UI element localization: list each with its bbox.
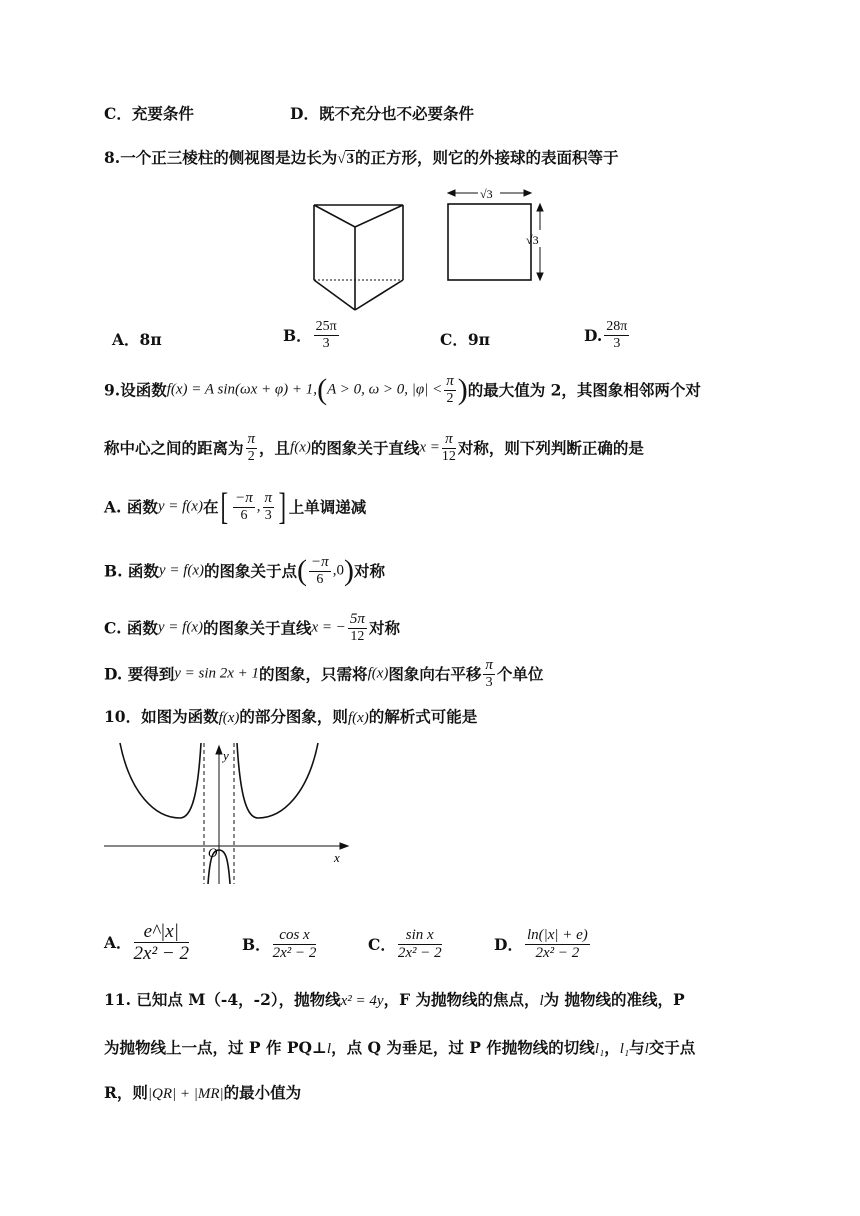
q11-line2 <box>104 1040 695 1057</box>
fraction <box>134 922 189 963</box>
numerator: 25π <box>315 319 337 334</box>
option-text: 的图象，只需将 <box>259 664 368 684</box>
option-label: B． <box>283 325 312 345</box>
question-number: 9. <box>104 380 121 400</box>
fraction <box>348 612 367 644</box>
denominator: 2 <box>247 449 255 464</box>
q9-option-c <box>104 612 400 644</box>
question-number: 8. <box>104 148 121 167</box>
q7-option-d <box>290 106 474 122</box>
q7-option-c <box>104 106 194 122</box>
denominator: 12 <box>441 449 456 464</box>
option-text: 既不充分也不必要条件 <box>318 104 474 123</box>
q10-option-b <box>242 928 318 961</box>
x-axis-label: x <box>334 850 340 865</box>
option-label: A． <box>112 330 140 349</box>
y-axis-label: y <box>223 748 229 763</box>
option-label: B． <box>242 934 271 954</box>
numerator: π <box>247 431 256 447</box>
option-text: 对称 <box>353 561 385 581</box>
question-number: 10 <box>104 707 126 726</box>
side-view-square <box>448 204 531 280</box>
denominator: 3 <box>613 336 621 351</box>
function-symbol: f(x) <box>367 665 389 682</box>
q9-option-d <box>104 658 543 690</box>
function-symbol: f(x) <box>290 439 311 456</box>
sqrt-expression: √3 <box>337 151 354 167</box>
equation: x = <box>419 439 440 456</box>
condition-formula: A > 0, ω > 0, |φ| < <box>327 381 443 398</box>
stem-text: ，点 Q 为垂足，过 P 作抛物线的切线 <box>331 1038 595 1057</box>
option-label: A. <box>104 497 122 517</box>
denominator: 3 <box>322 336 330 351</box>
numerator: sin x <box>398 928 442 945</box>
fraction <box>398 928 442 961</box>
function-symbol: f(x) <box>218 710 240 726</box>
stem-text: 的图象关于直线 <box>310 438 420 458</box>
fraction <box>273 928 317 961</box>
option-text: 要得到 <box>127 664 175 684</box>
stem-text: 的解析式可能是 <box>368 707 478 726</box>
denominator: 12 <box>350 629 365 644</box>
stem-text: 对称，则下列判断正确的是 <box>457 438 644 458</box>
directrix-symbol: l <box>539 993 544 1009</box>
dimension-label-top: √3 <box>480 187 493 201</box>
option-text: 的图象关于直线 <box>203 618 312 638</box>
stem-text: ， <box>604 1038 620 1057</box>
q8-option-b <box>283 320 341 351</box>
fraction <box>263 491 275 523</box>
option-label: D. <box>584 325 603 345</box>
q11-line1 <box>104 992 685 1009</box>
stem-text: 为抛物线上一点，过 P 作 PQ⊥ <box>104 1038 327 1057</box>
q10-option-d <box>494 928 592 961</box>
q8-figure <box>300 185 560 315</box>
directrix-symbol: l <box>644 1041 649 1057</box>
numerator: π <box>446 373 454 389</box>
denominator: 2x² − 2 <box>272 945 317 961</box>
stem-text: 的最小值为 <box>223 1083 302 1102</box>
option-text: 函数 <box>126 497 158 517</box>
q9-option-b <box>104 555 385 587</box>
numerator: −π <box>235 490 253 506</box>
option-label: D． <box>290 104 319 123</box>
stem-text: 与 <box>629 1038 645 1057</box>
numerator: π <box>485 657 493 673</box>
q8-option-d <box>584 320 631 351</box>
option-label: C． <box>104 104 132 123</box>
function-formula: f(x) = A sin(ωx + φ) + 1, <box>166 381 318 398</box>
equation: x = − <box>311 619 346 636</box>
option-label: C． <box>368 934 396 954</box>
left-bracket: [ <box>221 486 229 528</box>
fraction <box>444 374 456 406</box>
q8-option-c <box>440 332 490 348</box>
origin-label: O <box>208 845 218 860</box>
point-coordinate: 0 <box>336 562 344 579</box>
option-text: 充要条件 <box>131 104 194 123</box>
q10-option-c <box>368 928 444 961</box>
q8-option-a <box>112 332 162 348</box>
comma: , <box>332 562 337 579</box>
option-label: D. <box>104 664 123 684</box>
numerator: π <box>442 432 456 449</box>
parabola-equation: x² = 4y <box>340 993 384 1009</box>
denominator: 2x² − 2 <box>397 945 442 961</box>
right-paren: ) <box>343 554 354 587</box>
option-text: 9π <box>467 330 490 349</box>
stem-text: 为 抛物线的准线，P <box>543 990 685 1009</box>
numerator: cos x <box>273 928 317 945</box>
stem-text: R，则 <box>104 1083 148 1102</box>
option-text: 8π <box>139 330 162 349</box>
fraction <box>604 320 629 351</box>
function-formula: y = f(x) <box>158 562 205 579</box>
denominator: 2x² − 2 <box>133 943 189 964</box>
q9-option-a <box>104 488 366 526</box>
q11-line3 <box>104 1085 301 1102</box>
numerator: −π <box>311 554 329 570</box>
fraction <box>442 432 456 464</box>
fraction <box>525 928 590 961</box>
function-formula: y = f(x) <box>157 619 203 636</box>
q9-stem-line2 <box>104 432 644 464</box>
right-bracket: ] <box>278 486 287 528</box>
stem-text: 称中心之间的距离为 <box>104 438 244 458</box>
numerator: 5π <box>349 611 365 627</box>
left-paren: ( <box>317 373 328 406</box>
denominator: 3 <box>264 508 272 523</box>
stem-text: ，且 <box>259 438 291 458</box>
stem-text: 的部分图象，则 <box>239 707 348 726</box>
q10-stem <box>104 709 477 726</box>
left-paren: ( <box>297 554 308 587</box>
fraction <box>233 491 255 523</box>
right-paren: ) <box>457 373 468 406</box>
option-text: 函数 <box>126 618 158 638</box>
option-text: 函数 <box>127 561 159 581</box>
stem-text: 一个正三棱柱的侧视图是边长为 <box>120 148 338 167</box>
fraction <box>309 555 331 587</box>
numerator: 28π <box>606 319 628 334</box>
comma: , <box>256 498 261 515</box>
tangent-symbol: l₁ <box>594 1041 605 1057</box>
option-text: 上单调递减 <box>288 497 367 517</box>
directrix-symbol: l <box>326 1041 332 1057</box>
numerator: e^|x| <box>134 922 189 943</box>
function-formula: y = f(x) <box>157 498 203 515</box>
function-formula: y = sin 2x + 1 <box>174 665 260 682</box>
function-symbol: f(x) <box>347 710 369 726</box>
option-label: C. <box>104 618 122 638</box>
tangent-symbol: l₁ <box>619 1041 630 1057</box>
option-text: 个单位 <box>496 664 544 684</box>
stem-text: ．如图为函数 <box>125 707 219 726</box>
prism-drawing <box>314 205 403 310</box>
dimension-label-right: √3 <box>526 233 539 247</box>
denominator: 2 <box>446 391 454 406</box>
option-label: A． <box>104 932 132 952</box>
denominator: 2x² − 2 <box>535 945 580 961</box>
option-label: B. <box>104 561 123 581</box>
option-text: 的图象关于点 <box>204 561 298 581</box>
question-number: 11. <box>104 990 131 1009</box>
option-label: D． <box>494 934 523 954</box>
numerator: π <box>264 490 273 506</box>
option-text: 在 <box>202 497 219 517</box>
fraction <box>483 658 495 690</box>
sqrt-value: 3 <box>346 151 354 167</box>
stem-text: 的正方形，则它的外接球的表面积等于 <box>354 148 619 167</box>
stem-text: 已知点 M（-4，-2），抛物线 <box>136 990 341 1009</box>
distance-expression: |QR| + |MR| <box>147 1086 224 1102</box>
numerator: ln(|x| + e) <box>526 927 588 943</box>
stem-text: 设函数 <box>120 380 167 400</box>
stem-text: 的最大值为 2，其图象相邻两个对 <box>467 380 701 400</box>
denominator: 6 <box>316 572 324 587</box>
denominator: 3 <box>485 675 493 690</box>
stem-text: ，F 为抛物线的焦点， <box>383 990 540 1009</box>
option-label: C． <box>440 330 468 349</box>
q10-function-graph <box>100 738 360 888</box>
denominator: 6 <box>240 508 248 523</box>
q9-stem-line1 <box>104 374 701 406</box>
fraction <box>246 432 258 464</box>
stem-text: 交于点 <box>648 1038 696 1057</box>
option-text: 对称 <box>368 618 400 638</box>
option-text: 图象向右平移 <box>388 664 482 684</box>
fraction <box>314 320 339 351</box>
q10-option-a <box>104 922 191 963</box>
q8-stem <box>104 150 618 167</box>
